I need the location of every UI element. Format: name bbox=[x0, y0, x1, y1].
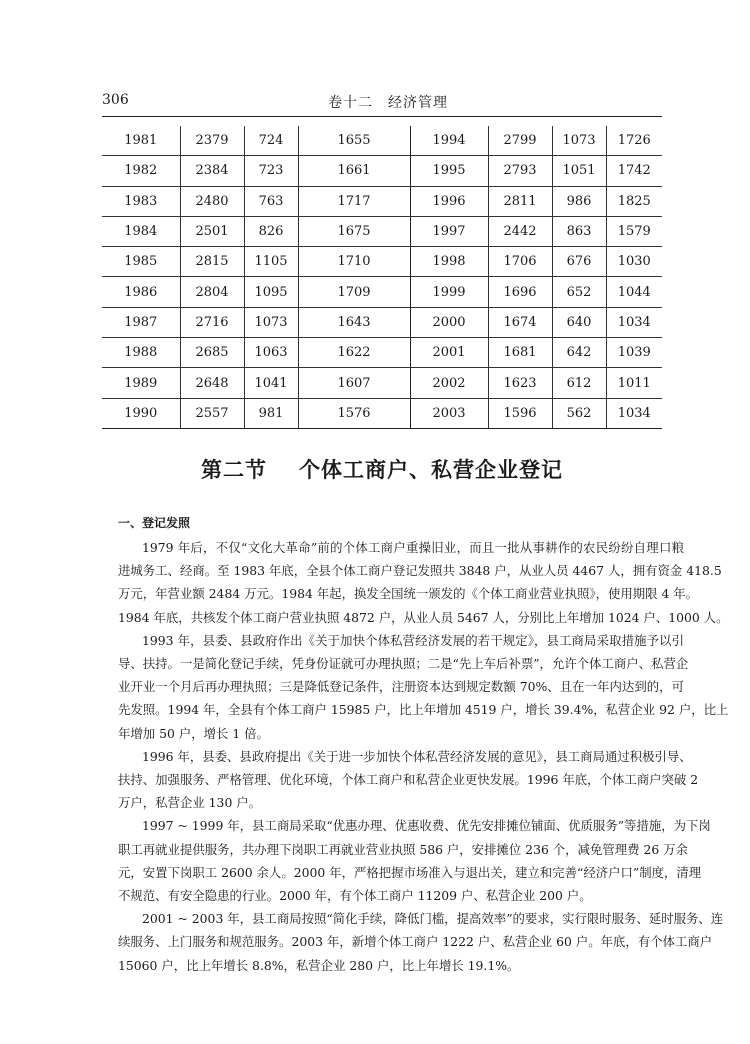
table-cell: 1998 bbox=[410, 247, 488, 277]
paragraph-line: 1996 年，县委、县政府提出《关于进一步加快个体私营经济发展的意见》，县工商局通过积极引导、 bbox=[142, 748, 692, 764]
table-cell: 1710 bbox=[298, 247, 410, 277]
table-cell: 1607 bbox=[298, 368, 410, 398]
table-cell: 1706 bbox=[488, 247, 552, 277]
paragraph-line: 职工再就业提供服务，共办理下岗职工再就业营业执照 586 户，安排摊位 236 个，减免管理费 26 万余 bbox=[118, 841, 688, 857]
table-cell: 723 bbox=[244, 156, 298, 186]
table-cell: 1981 bbox=[102, 126, 180, 156]
table-row bbox=[102, 186, 662, 216]
table-cell: 640 bbox=[552, 307, 606, 337]
table-cell: 2799 bbox=[488, 126, 552, 156]
table-cell: 1985 bbox=[102, 247, 180, 277]
table-cell: 1622 bbox=[298, 338, 410, 368]
table-cell: 1995 bbox=[410, 156, 488, 186]
paragraph-line: 万元，年营业额 2484 万元。1984 年起，换发全国统一颁发的《个体工商业营业执照》，使用期限 4 年。 bbox=[118, 586, 699, 602]
table-cell: 1579 bbox=[606, 216, 662, 246]
table-cell: 2384 bbox=[180, 156, 244, 186]
paragraph-line: 15060 户，比上年增长 8.8%，私营企业 280 户，比上年增长 19.1%。 bbox=[118, 957, 520, 973]
page-number: 306 bbox=[102, 92, 129, 108]
table-cell: 1655 bbox=[298, 126, 410, 156]
paragraph-line: 扶持、加强服务、严格管理、优化环境，个体工商户和私营企业更快发展。1996 年底，个体工商户突破 2 bbox=[118, 772, 699, 788]
table-cell: 2002 bbox=[410, 368, 488, 398]
table-cell: 1990 bbox=[102, 398, 180, 428]
paragraph-line: 1993 年，县委、县政府作出《关于加快个体私营经济发展的若干规定》，县工商局采取措施予以引 bbox=[142, 632, 684, 648]
table-row bbox=[102, 247, 662, 277]
table-row bbox=[102, 368, 662, 398]
table-cell: 1825 bbox=[606, 186, 662, 216]
table-cell: 1661 bbox=[298, 156, 410, 186]
table-cell: 2003 bbox=[410, 398, 488, 428]
table-cell: 1681 bbox=[488, 338, 552, 368]
paragraph-line: 先发照。1994 年，全县有个体工商户 15985 户，比上年增加 4519 户，增长 39.4%，私营企业 92 户，比上 bbox=[118, 702, 729, 718]
section-name: 个体工商户、私营企业登记 bbox=[299, 458, 563, 482]
table-cell: 826 bbox=[244, 216, 298, 246]
table-cell: 2648 bbox=[180, 368, 244, 398]
table-cell: 2480 bbox=[180, 186, 244, 216]
table-cell: 1984 bbox=[102, 216, 180, 246]
paragraph-line: 1984 年底，共核发个体工商户营业执照 4872 户，从业人员 5467 人，分别比上年增加 1024 户、1000 人。 bbox=[118, 609, 729, 625]
header-rule bbox=[102, 116, 662, 117]
table-cell: 1576 bbox=[298, 398, 410, 428]
subheading: 一、登记发照 bbox=[118, 516, 191, 530]
table-cell: 562 bbox=[552, 398, 606, 428]
table-cell: 1596 bbox=[488, 398, 552, 428]
table-cell: 1709 bbox=[298, 277, 410, 307]
table-cell: 1982 bbox=[102, 156, 180, 186]
table-cell: 1987 bbox=[102, 307, 180, 337]
table-cell: 2379 bbox=[180, 126, 244, 156]
table-cell: 1034 bbox=[606, 398, 662, 428]
table-cell: 1073 bbox=[552, 126, 606, 156]
paragraph-line: 业开业一个月后再办理执照；三是降低登记条件，注册资本达到规定数额 70%、且在一年内达到的，可 bbox=[118, 679, 684, 695]
table-cell: 1675 bbox=[298, 216, 410, 246]
table-row bbox=[102, 156, 662, 186]
table-cell: 2557 bbox=[180, 398, 244, 428]
paragraph-line: 1979 年后，不仅“文化大革命”前的个体工商户重操旧业，而且一批从事耕作的农民纷纷自理口粮 bbox=[142, 540, 684, 555]
table-cell: 724 bbox=[244, 126, 298, 156]
table-cell: 1041 bbox=[244, 368, 298, 398]
table-cell: 1030 bbox=[606, 247, 662, 277]
paragraph-line: 2001 ~ 2003 年，县工商局按照“简化手续，降低门槛，提高效率”的要求，实行限时服务、延时服务、连 bbox=[142, 911, 724, 927]
statistics-table bbox=[102, 126, 662, 429]
table-cell: 2716 bbox=[180, 307, 244, 337]
table-cell: 1696 bbox=[488, 277, 552, 307]
section-number: 第二节 bbox=[201, 458, 267, 482]
table-cell: 981 bbox=[244, 398, 298, 428]
table-cell: 2811 bbox=[488, 186, 552, 216]
table-cell: 1988 bbox=[102, 338, 180, 368]
table-cell: 2793 bbox=[488, 156, 552, 186]
table-cell: 1643 bbox=[298, 307, 410, 337]
table-cell: 863 bbox=[552, 216, 606, 246]
paragraph bbox=[118, 629, 729, 745]
table-cell: 612 bbox=[552, 368, 606, 398]
table-row bbox=[102, 307, 662, 337]
table-cell: 642 bbox=[552, 338, 606, 368]
table-cell: 1073 bbox=[244, 307, 298, 337]
table-row bbox=[102, 398, 662, 428]
paragraph-line: 导、扶持。一是简化登记手续，凭身份证就可办理执照；二是“先上车后补票”，允许个体工商户、私营企 bbox=[118, 656, 689, 672]
table-cell: 1996 bbox=[410, 186, 488, 216]
paragraph bbox=[118, 536, 729, 629]
table-row bbox=[102, 338, 662, 368]
table-cell: 676 bbox=[552, 247, 606, 277]
table-cell: 2442 bbox=[488, 216, 552, 246]
body-text bbox=[118, 536, 729, 977]
table-row bbox=[102, 216, 662, 246]
table-cell: 1994 bbox=[410, 126, 488, 156]
table-cell: 986 bbox=[552, 186, 606, 216]
running-title: 卷十二 经济管理 bbox=[328, 95, 448, 111]
table-row bbox=[102, 277, 662, 307]
table-cell: 2685 bbox=[180, 338, 244, 368]
table-cell: 1039 bbox=[606, 338, 662, 368]
paragraph-line: 进城务工、经商。至 1983 年底，全县个体工商户登记发照共 3848 户，从业人员 4467 人，拥有资金 418.5 bbox=[118, 563, 722, 579]
table-cell: 1726 bbox=[606, 126, 662, 156]
table-cell: 2815 bbox=[180, 247, 244, 277]
table-cell: 1986 bbox=[102, 277, 180, 307]
table-cell: 1095 bbox=[244, 277, 298, 307]
section-title bbox=[102, 454, 662, 484]
paragraph bbox=[118, 907, 724, 977]
table-cell: 652 bbox=[552, 277, 606, 307]
table-cell: 2001 bbox=[410, 338, 488, 368]
table-body bbox=[102, 126, 662, 428]
table-cell: 1983 bbox=[102, 186, 180, 216]
table-cell: 1623 bbox=[488, 368, 552, 398]
paragraph bbox=[118, 745, 699, 815]
table-cell: 1989 bbox=[102, 368, 180, 398]
paragraph bbox=[118, 814, 711, 907]
table-cell: 1063 bbox=[244, 338, 298, 368]
table-cell: 1105 bbox=[244, 247, 298, 277]
table-cell: 763 bbox=[244, 186, 298, 216]
page-header bbox=[102, 88, 662, 114]
table-cell: 1717 bbox=[298, 186, 410, 216]
paragraph-line: 万户，私营企业 130 户。 bbox=[118, 795, 262, 811]
table-cell: 1997 bbox=[410, 216, 488, 246]
table-cell: 1051 bbox=[552, 156, 606, 186]
paragraph-line: 年增加 50 户，增长 1 倍。 bbox=[118, 725, 269, 741]
table-cell: 1742 bbox=[606, 156, 662, 186]
table-cell: 1044 bbox=[606, 277, 662, 307]
table-cell: 1034 bbox=[606, 307, 662, 337]
table-cell: 2804 bbox=[180, 277, 244, 307]
table-row bbox=[102, 126, 662, 156]
paragraph-line: 不规范、有安全隐患的行业。2000 年，有个体工商户 11209 户、私营企业 200 户。 bbox=[118, 888, 592, 904]
table-cell: 1674 bbox=[488, 307, 552, 337]
table-cell: 2000 bbox=[410, 307, 488, 337]
table-cell: 2501 bbox=[180, 216, 244, 246]
table-cell: 1011 bbox=[606, 368, 662, 398]
table-cell: 1999 bbox=[410, 277, 488, 307]
paragraph-line: 元，安置下岗职工 2600 余人。2000 年，严格把握市场准入与退出关，建立和完善“经济户口”制度，清理 bbox=[118, 864, 702, 880]
paragraph-line: 续服务、上门服务和规范服务。2003 年，新增个体工商户 1222 户、私营企业 60 户。年底，有个体工商户 bbox=[118, 934, 713, 950]
paragraph-line: 1997 ~ 1999 年，县工商局采取“优惠办理、优惠收费、优先安排摊位铺面、优质服务”等措施，为下岗 bbox=[142, 818, 711, 834]
